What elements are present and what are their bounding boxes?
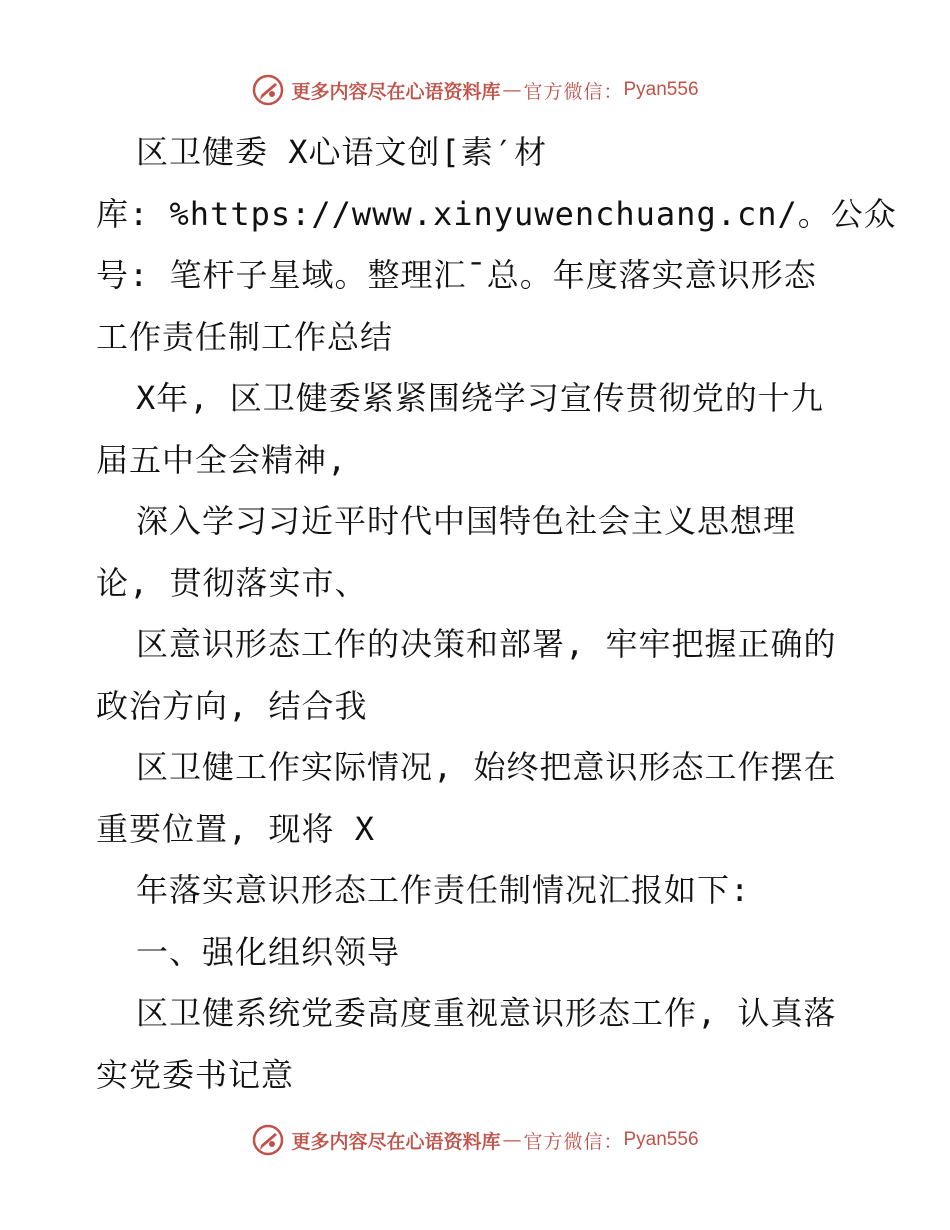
banner-wechat-id: Pyan556: [623, 1129, 699, 1150]
text-line: 实党委书记意: [96, 1055, 295, 1094]
banner-brand-text: 更多内容尽在心语资料库: [291, 80, 501, 103]
text-line: 政治方向, 结合我: [96, 686, 368, 725]
banner-dash: —: [502, 1129, 522, 1151]
banner-official-label: 官方微信：: [523, 80, 624, 103]
text-line: 区意识形态工作的决策和部署, 牢牢把握正确的: [136, 625, 837, 663]
text-line: 深入学习习近平时代中国特色社会主义思想理: [136, 502, 797, 540]
brand-logo-icon: [251, 73, 285, 107]
banner-wechat-id: Pyan556: [623, 79, 699, 100]
text-line: 一、强化组织领导: [136, 932, 401, 971]
banner-dash: —: [502, 79, 522, 101]
footer-banner: [0, 1120, 950, 1160]
text-line: 年落实意识形态工作责任制情况汇报如下:: [136, 871, 751, 909]
text-line: 重要位置, 现将 X: [96, 809, 376, 848]
text-line: 区卫健系统党委高度重视意识形态工作, 认真落: [136, 994, 837, 1032]
text-line: X年, 区卫健委紧紧围绕学习宣传贯彻党的十九: [136, 379, 824, 417]
text-line: 工作责任制工作总结: [96, 317, 394, 356]
brand-logo-icon: [251, 1123, 285, 1157]
text-line: 区卫健委 X心语文创[素′材: [136, 133, 548, 171]
text-line: 号: 笔杆子星域。整理汇¯总。年度落实意识形态: [96, 256, 817, 294]
document-body: [96, 122, 897, 1106]
banner-brand-text: 更多内容尽在心语资料库: [291, 1130, 501, 1153]
text-line: 区卫健工作实际情况, 始终把意识形态工作摆在: [136, 748, 837, 786]
text-line: 论, 贯彻落实市、: [96, 563, 368, 602]
text-line: 库: %https://www.xinyuwenchuang.cn/。公众: [96, 194, 897, 233]
text-line: 届五中全会精神,: [96, 440, 348, 479]
header-banner: [0, 70, 950, 110]
banner-official-label: 官方微信：: [523, 1130, 624, 1153]
